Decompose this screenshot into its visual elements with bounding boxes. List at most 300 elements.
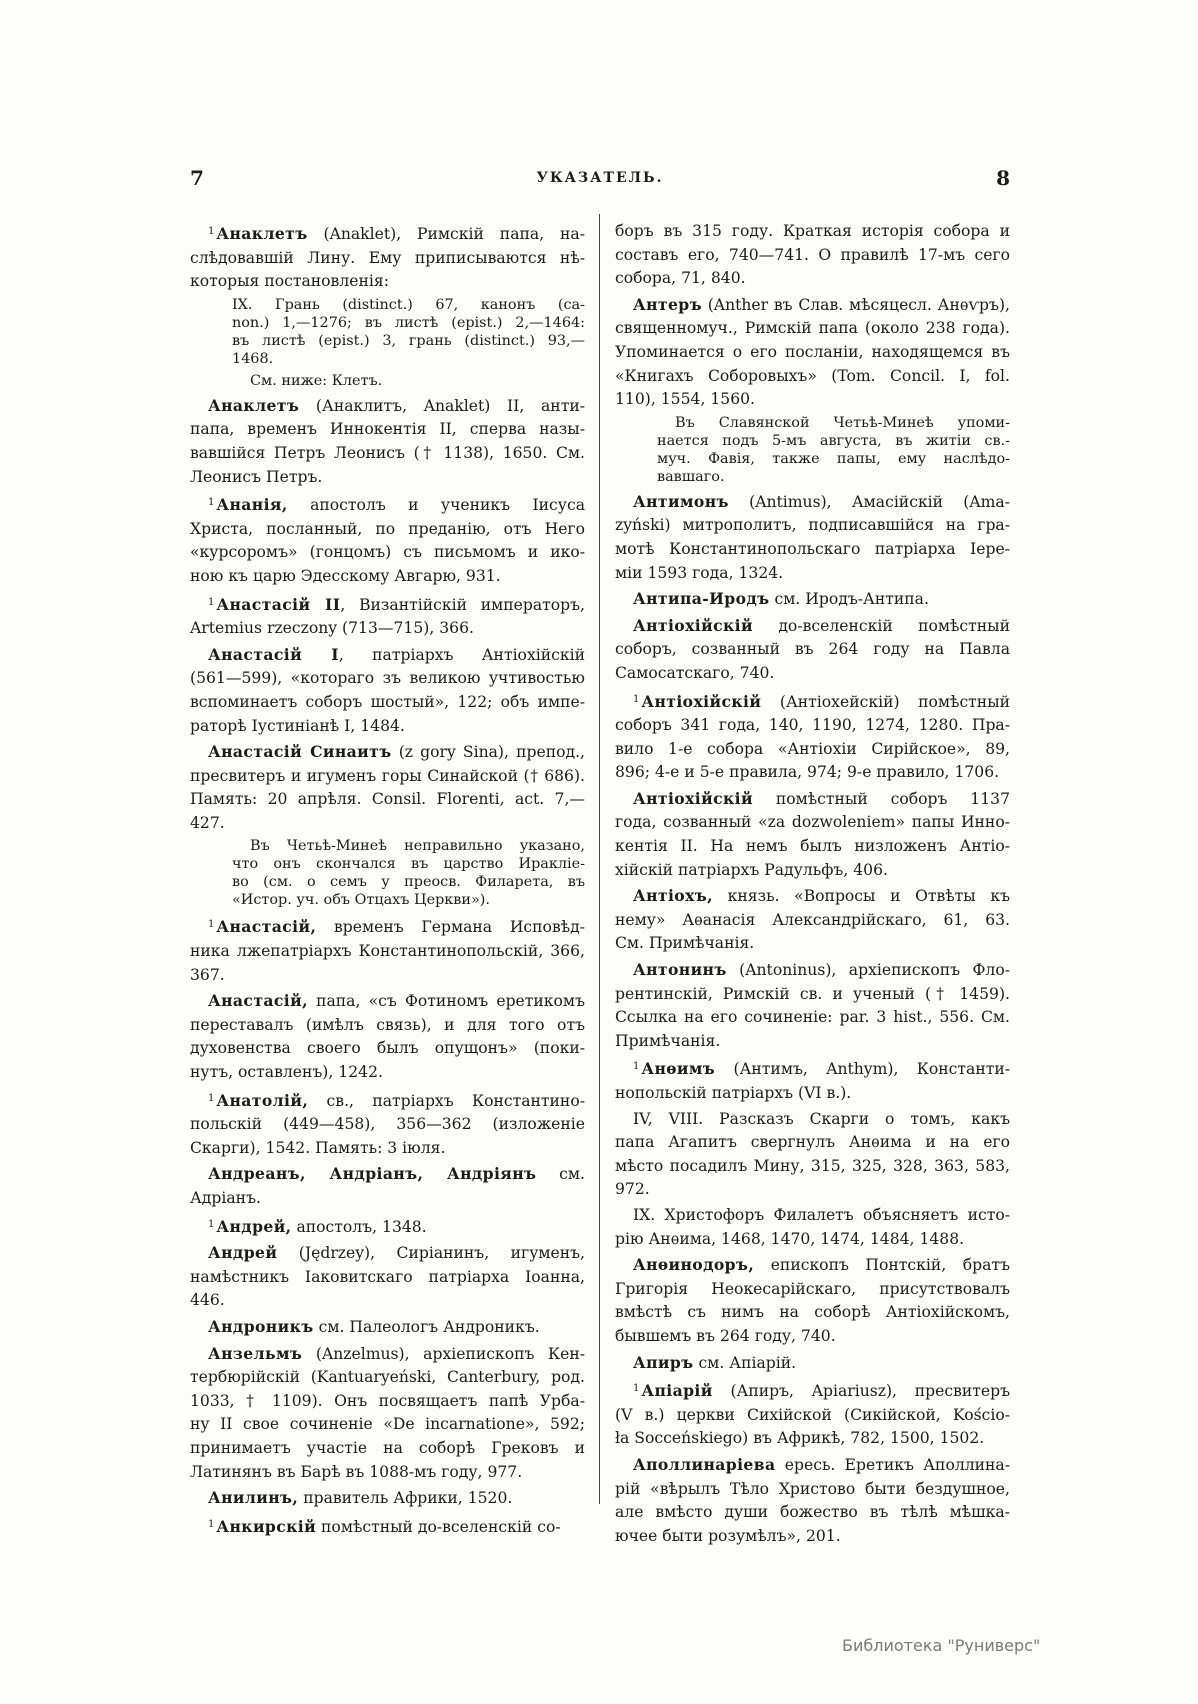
text-line bbox=[190, 989, 585, 1014]
line-text: Леонисъ Петръ. bbox=[190, 467, 323, 486]
right-column bbox=[615, 220, 1010, 1550]
text-line bbox=[615, 738, 1010, 762]
text-line bbox=[190, 715, 585, 739]
entry-text bbox=[615, 1108, 1010, 1202]
note-block bbox=[190, 296, 585, 368]
text-line bbox=[615, 983, 1010, 1007]
line-text: Ссылка на его сочиненіе: par. 3 hist., 556. См. bbox=[615, 1008, 1010, 1027]
text-line bbox=[190, 1213, 585, 1240]
text-line bbox=[190, 418, 585, 442]
headword: Антіохійскій bbox=[641, 691, 762, 711]
text-line bbox=[615, 1155, 1010, 1179]
text-line bbox=[615, 538, 1010, 562]
text-line bbox=[615, 1351, 1010, 1376]
index-entry bbox=[190, 394, 585, 489]
text-line bbox=[615, 244, 1010, 268]
text-line bbox=[615, 1228, 1010, 1252]
text-line bbox=[190, 1087, 585, 1114]
text-line bbox=[615, 1404, 1010, 1428]
line-text: помѣстный до-вселенскій со- bbox=[316, 1517, 561, 1536]
text-line bbox=[615, 932, 1010, 956]
entry-text bbox=[615, 220, 1010, 291]
line-text: муч. Фавія, также папы, ему наслѣдо- bbox=[657, 450, 1010, 467]
text-line bbox=[615, 958, 1010, 983]
line-text: Адріанъ. bbox=[190, 1189, 261, 1207]
line-text: (Апиръ, Apiariusz), пресвитеръ bbox=[712, 1382, 1010, 1401]
note-block bbox=[615, 414, 1010, 486]
line-text: ючее быти розумѣлъ», 201. bbox=[615, 1526, 841, 1545]
headword: Анастасій, bbox=[216, 917, 317, 937]
text-line bbox=[615, 859, 1010, 883]
text-line bbox=[190, 1266, 585, 1290]
text-line bbox=[615, 811, 1010, 835]
text-line bbox=[615, 1030, 1010, 1054]
text-line bbox=[190, 940, 585, 964]
text-line bbox=[615, 1278, 1010, 1302]
line-text: (Anzelmus), архіепископъ Кен- bbox=[302, 1344, 585, 1363]
text-line bbox=[190, 442, 585, 466]
headword: Анастасій I bbox=[208, 644, 339, 664]
text-line bbox=[190, 788, 585, 812]
line-text: (Anaklet), Римскій папа, на- bbox=[307, 225, 585, 243]
text-line bbox=[657, 414, 1010, 432]
line-text: Въ Четьѣ-Минеѣ неправильно указано, bbox=[250, 838, 585, 855]
line-text: (561—599), «котораго зъ великою учтивостью bbox=[190, 669, 585, 688]
text-line bbox=[190, 1137, 585, 1161]
text-line bbox=[615, 1301, 1010, 1325]
index-entry bbox=[190, 1213, 585, 1240]
line-text: нается подъ 5-мъ августа, въ житіи св.- bbox=[657, 432, 1010, 449]
index-entry bbox=[190, 1342, 585, 1485]
text-line bbox=[615, 562, 1010, 586]
index-entry bbox=[615, 1055, 1010, 1105]
index-entry bbox=[190, 1315, 585, 1340]
text-line bbox=[190, 667, 585, 691]
line-text: св., патріархъ Константино- bbox=[308, 1091, 585, 1110]
line-text: Память: 20 апрѣля. Consil. Florenti, act. 7,— bbox=[190, 790, 585, 809]
text-line bbox=[190, 964, 585, 988]
line-text: ника лжепатріархъ Константинопольскій, 366, bbox=[190, 942, 585, 961]
line-text: 972. bbox=[615, 1180, 650, 1199]
index-entry bbox=[615, 293, 1010, 412]
line-text: мотѣ Константинопольскаго патріарха Іере- bbox=[615, 539, 1010, 558]
index-entry bbox=[615, 587, 1010, 612]
text-line bbox=[615, 388, 1010, 412]
headword: Антіохійскій bbox=[633, 615, 753, 635]
text-line bbox=[190, 1342, 585, 1367]
line-text: см. Апіарій. bbox=[693, 1353, 797, 1372]
line-text: составъ его, 740—741. О правилѣ 17-мъ сего bbox=[615, 245, 1010, 264]
line-text: папа Агапитъ свергнулъ Анѳима и на его bbox=[615, 1133, 1010, 1152]
line-text: правитель Африки, 1520. bbox=[298, 1489, 513, 1508]
headword: Анастасій, bbox=[208, 991, 308, 1011]
text-line bbox=[615, 614, 1010, 639]
text-line bbox=[190, 643, 585, 668]
text-line bbox=[190, 565, 585, 589]
headword: Анѳимъ bbox=[641, 1059, 716, 1079]
line-text: zyński) митрополитъ, подписавшійся на гра- bbox=[615, 516, 1010, 535]
line-text: временъ Германа Исповѣд- bbox=[316, 918, 585, 937]
text-line bbox=[190, 1461, 585, 1485]
headword: Антіохъ, bbox=[633, 886, 713, 906]
text-line bbox=[190, 1486, 585, 1511]
line-text: Григорія Неокесарійскаго, присутствовалъ bbox=[615, 1279, 1010, 1298]
text-line bbox=[615, 835, 1010, 859]
index-entry bbox=[615, 490, 1010, 585]
headword: Апіарій bbox=[641, 1381, 713, 1401]
line-text: (V в.) церкви Сихійской (Сикійской, Kościo- bbox=[615, 1405, 1010, 1424]
text-line bbox=[190, 765, 585, 789]
text-line bbox=[190, 518, 585, 542]
headword: Андрей bbox=[208, 1243, 278, 1263]
text-line bbox=[190, 913, 585, 940]
text-line bbox=[615, 1178, 1010, 1202]
text-line bbox=[232, 891, 585, 909]
line-text: рентинскій, Римскій св. и ученый († 1459). bbox=[615, 984, 1010, 1003]
line-text: бывшемъ въ 264 году, 740. bbox=[615, 1326, 836, 1345]
line-text: папа, временъ Иннокентія II, сперва назы- bbox=[190, 420, 585, 439]
line-text: См. ниже: Клетъ. bbox=[250, 372, 383, 389]
line-text: намѣстникъ Іаковитскаго патріарха Іоанна, bbox=[190, 1267, 585, 1286]
headword: Аполлинаріева bbox=[633, 1454, 776, 1474]
text-line bbox=[615, 1108, 1010, 1132]
headword: Антонинъ bbox=[633, 960, 727, 980]
line-text: боръ въ 315 году. Краткая исторія собора и bbox=[615, 222, 1010, 240]
line-text: собора, 71, 840. bbox=[615, 269, 746, 288]
headword: Анилинъ, bbox=[208, 1488, 299, 1508]
line-text: нему» Аѳанасія Александрійскаго, 61, 63. bbox=[615, 910, 1010, 929]
line-text: слѣдовавшій Лину. Ему приписываются нѣ- bbox=[190, 248, 585, 267]
line-text: см. Палеологъ Андроникъ. bbox=[313, 1317, 540, 1336]
text-line bbox=[190, 466, 585, 490]
text-line bbox=[615, 1006, 1010, 1030]
line-text: 1468. bbox=[232, 350, 274, 367]
text-line bbox=[190, 394, 585, 419]
index-entry bbox=[190, 491, 585, 588]
text-line bbox=[190, 1437, 585, 1461]
text-line bbox=[615, 688, 1010, 715]
headword: Андреанъ, Андріанъ, Андріянъ bbox=[208, 1164, 537, 1184]
line-text: переставалъ (имѣлъ связь), и для того отъ bbox=[190, 1015, 585, 1034]
line-text: нутъ, оставленъ), 1242. bbox=[190, 1063, 383, 1082]
text-line bbox=[190, 1390, 585, 1414]
line-text: тербюрійскій (Kantuaryeński, Canterbury, род. bbox=[190, 1368, 585, 1387]
line-text: IX. Христофоръ Филалетъ объясняетъ исто- bbox=[633, 1205, 1010, 1224]
text-line bbox=[190, 541, 585, 565]
index-entry bbox=[190, 1486, 585, 1511]
text-line bbox=[190, 740, 585, 765]
footnote-marker: 1 bbox=[208, 596, 215, 608]
text-line bbox=[615, 365, 1010, 389]
index-entry bbox=[615, 1253, 1010, 1348]
text-line bbox=[615, 761, 1010, 785]
line-text: польскій (449—458), 356—362 (изложеніе bbox=[190, 1115, 585, 1134]
text-line bbox=[190, 1513, 585, 1540]
text-line bbox=[190, 1315, 585, 1340]
line-text: вавшаго. bbox=[657, 468, 725, 485]
headword: Анастасій Синаитъ bbox=[208, 742, 392, 762]
index-entry bbox=[190, 989, 585, 1084]
line-text: см. bbox=[536, 1165, 585, 1184]
line-text: ła Socceńskiego) въ Африкѣ, 782, 1500, 1502. bbox=[615, 1429, 985, 1448]
text-line bbox=[190, 691, 585, 715]
line-text: Примѣчанія. bbox=[615, 1031, 721, 1050]
index-entry bbox=[615, 1453, 1010, 1548]
line-text: ною къ царю Эдесскому Авгарю, 931. bbox=[190, 566, 501, 585]
index-entry bbox=[190, 643, 585, 738]
line-text: ересь. Еретикъ Аполлина- bbox=[775, 1455, 1010, 1474]
text-line bbox=[190, 812, 585, 836]
line-text: IV, VIII. Разсказъ Скарги о томъ, какъ bbox=[633, 1109, 1010, 1128]
line-text: кентія II. На немъ былъ низложенъ Антіо- bbox=[615, 837, 1010, 856]
headword: Анаклетъ bbox=[216, 224, 308, 243]
note-block bbox=[190, 837, 585, 909]
index-entry bbox=[615, 1351, 1010, 1376]
line-text: священномуч., Римскій папа (около 238 года). bbox=[615, 319, 1010, 338]
line-text: 367. bbox=[190, 965, 225, 984]
line-text: пресвитеръ и игуменъ горы Синайской († 686). bbox=[190, 766, 585, 785]
line-text: вмѣстѣ съ нимъ на соборѣ Антіохійскомъ, bbox=[615, 1303, 1010, 1322]
text-line bbox=[615, 490, 1010, 515]
line-text: Въ Славянской Четьѣ-Минеѣ упоми- bbox=[675, 414, 1010, 431]
index-entry bbox=[190, 220, 585, 294]
line-text: рію Анѳима, 1468, 1470, 1474, 1484, 1488. bbox=[615, 1229, 965, 1248]
text-line bbox=[615, 1427, 1010, 1451]
text-line bbox=[190, 1366, 585, 1390]
text-line bbox=[190, 1187, 585, 1211]
headword: Анзельмъ bbox=[208, 1343, 303, 1363]
headword: Анаклетъ bbox=[208, 395, 300, 415]
text-line bbox=[190, 1014, 585, 1038]
text-line bbox=[615, 1204, 1010, 1228]
index-entry bbox=[190, 1241, 585, 1313]
text-line bbox=[190, 1241, 585, 1266]
line-text: (Антіохейскій) помѣстный bbox=[761, 692, 1010, 711]
headword: Антипа-Иродъ bbox=[633, 589, 770, 609]
line-text: (z gory Sina), препод., bbox=[391, 743, 585, 762]
index-entry bbox=[615, 787, 1010, 882]
text-line bbox=[190, 220, 585, 247]
footnote-marker: 1 bbox=[208, 1218, 215, 1230]
line-text: 427. bbox=[190, 813, 225, 832]
line-text: до-вселенскій помѣстный bbox=[752, 616, 1010, 635]
text-line bbox=[615, 884, 1010, 909]
text-line bbox=[615, 1525, 1010, 1549]
text-line bbox=[615, 1325, 1010, 1349]
index-entry bbox=[615, 884, 1010, 956]
line-text: , Византійскій императоръ, bbox=[340, 595, 585, 614]
text-line bbox=[615, 267, 1010, 291]
line-text: въ листѣ (epist.) 3, грань (distinct.) 93,— bbox=[232, 332, 585, 349]
line-text: 446. bbox=[190, 1291, 225, 1310]
text-line bbox=[232, 855, 585, 873]
line-text: вило 1-е собора «Антіохіи Сирійское», 89, bbox=[615, 739, 1010, 758]
footnote-marker: 1 bbox=[208, 1518, 215, 1530]
line-text: Artemius rzeczony (713—715), 366. bbox=[190, 619, 474, 638]
page-number-left: 7 bbox=[190, 166, 204, 190]
line-text: принимаетъ участіе на соборѣ Грековъ и bbox=[190, 1438, 585, 1457]
line-text: IX. Грань (distinct.) 67, канонъ (ca- bbox=[232, 296, 585, 313]
line-text: але вмѣсто души божество въ тѣлѣ мѣшка- bbox=[615, 1503, 1010, 1522]
index-entry bbox=[615, 1377, 1010, 1451]
index-entry bbox=[190, 1087, 585, 1161]
line-text: что онъ скончался въ царство Ираклie- bbox=[232, 856, 585, 873]
line-text: соборъ, созванный въ 264 году на Павла bbox=[615, 640, 1010, 659]
text-line bbox=[615, 714, 1010, 738]
entry-text bbox=[615, 1204, 1010, 1251]
text-line bbox=[615, 1501, 1010, 1525]
line-text: духовенства своего былъ опущонъ» (поки- bbox=[190, 1039, 585, 1058]
text-line bbox=[190, 1061, 585, 1085]
text-line bbox=[615, 341, 1010, 365]
headword: Антимонъ bbox=[633, 491, 729, 511]
index-entry bbox=[615, 614, 1010, 686]
running-title: УКАЗАТЕЛЬ. bbox=[536, 170, 664, 186]
line-text: князь. «Вопросы и Отвѣты къ bbox=[713, 887, 1010, 906]
left-column bbox=[190, 220, 585, 1541]
line-text: , патріархъ Антіохійскій bbox=[338, 645, 585, 664]
text-line bbox=[615, 787, 1010, 812]
line-text: хійскій патріархъ Радульфъ, 406. bbox=[615, 860, 888, 879]
index-entry bbox=[615, 688, 1010, 785]
page-header bbox=[190, 166, 1010, 196]
text-line bbox=[232, 332, 585, 350]
line-text: non.) 1,—1276; въ листѣ (epist.) 2,—1464: bbox=[232, 314, 585, 331]
line-text: раторѣ Іустиніанѣ I, 1484. bbox=[190, 716, 405, 735]
headword: Анатолій, bbox=[216, 1090, 309, 1110]
line-text: ну II свое сочиненіе «De incarnatione», 592; bbox=[190, 1415, 585, 1434]
headword: Анастасій II bbox=[216, 594, 341, 614]
text-line bbox=[615, 638, 1010, 662]
footnote-marker: 1 bbox=[208, 919, 215, 931]
line-text: апостолъ и ученикъ Іисуса bbox=[287, 496, 585, 515]
line-text: мѣсто посадилъ Мину, 315, 325, 328, 363, 583, bbox=[615, 1156, 1010, 1175]
text-line bbox=[615, 1055, 1010, 1082]
index-entry bbox=[190, 913, 585, 987]
text-line bbox=[232, 314, 585, 332]
index-entry bbox=[190, 1162, 585, 1210]
text-line bbox=[615, 514, 1010, 538]
text-line bbox=[615, 1453, 1010, 1478]
line-text: «Истор. уч. объ Отцахъ Церкви»). bbox=[232, 892, 490, 909]
text-line bbox=[190, 1413, 585, 1437]
line-text: см. Иродъ-Антипа. bbox=[769, 590, 929, 609]
line-text: вавшійся Петръ Леонисъ († 1138), 1650. См. bbox=[190, 443, 585, 462]
line-text: Латинянъ въ Барѣ въ 1088-мъ году, 977. bbox=[190, 1462, 523, 1481]
text-line bbox=[615, 1082, 1010, 1106]
text-line bbox=[190, 1289, 585, 1313]
line-text: міи 1593 года, 1324. bbox=[615, 563, 784, 582]
text-line bbox=[657, 432, 1010, 450]
footnote-marker: 1 bbox=[208, 497, 215, 509]
headword: Анкирскій bbox=[216, 1516, 317, 1536]
line-text: нопольскій патріархъ (VI в.). bbox=[615, 1084, 852, 1102]
line-text: 110), 1554, 1560. bbox=[615, 390, 756, 409]
line-text: Христа, посланный, по преданію, отъ Него bbox=[190, 519, 585, 538]
line-text: (Antimus), Амасійскій (Ama- bbox=[728, 492, 1010, 511]
text-line bbox=[190, 1113, 585, 1137]
footnote-marker: 1 bbox=[633, 1061, 640, 1073]
text-line bbox=[615, 587, 1010, 612]
headword: Андрей, bbox=[216, 1216, 292, 1236]
footnote-marker: 1 bbox=[208, 226, 215, 237]
text-line bbox=[232, 372, 585, 390]
note-block bbox=[190, 372, 585, 390]
footnote-marker: 1 bbox=[208, 1092, 215, 1104]
headword: Антеръ bbox=[633, 294, 702, 314]
index-entry bbox=[190, 591, 585, 641]
line-text: вспоминаетъ соборъ шостый», 122; объ импе- bbox=[190, 692, 585, 711]
text-line bbox=[615, 293, 1010, 318]
text-line bbox=[232, 837, 585, 855]
line-text: епископъ Понтскій, братъ bbox=[754, 1256, 1010, 1275]
column-divider bbox=[599, 214, 600, 1504]
headword: Анѳинодоръ, bbox=[633, 1255, 755, 1275]
line-text: Скарги), 1542. Память: 3 іюля. bbox=[190, 1138, 446, 1157]
line-text: папа, «съ Фотиномъ еретикомъ bbox=[307, 992, 585, 1011]
text-line bbox=[615, 1478, 1010, 1502]
text-line bbox=[615, 1377, 1010, 1404]
text-line bbox=[615, 317, 1010, 341]
line-text: «курсоромъ» (гонцомъ) съ письмомъ и ико- bbox=[190, 543, 585, 562]
text-line bbox=[615, 1253, 1010, 1278]
text-line bbox=[190, 270, 585, 294]
text-line bbox=[615, 1131, 1010, 1155]
line-text: года, созванный «za dozwoleniem» папы Инно- bbox=[615, 813, 1010, 832]
line-text: Упоминается о его посланіи, находящемся въ bbox=[615, 342, 1010, 361]
line-text: 896; 4-е и 5-е правила, 974; 9-е правило, 1706. bbox=[615, 763, 1000, 782]
page-number-right: 8 bbox=[996, 166, 1010, 190]
text-line bbox=[190, 591, 585, 618]
line-text: (Anther въ Слав. мѣсяцесл. Анѳѵръ), bbox=[701, 295, 1010, 314]
text-line bbox=[190, 617, 585, 641]
index-entry bbox=[615, 958, 1010, 1053]
text-line bbox=[190, 1037, 585, 1061]
line-text: во (см. о семъ у преосв. Филарета, въ bbox=[232, 874, 585, 891]
headword: Андроникъ bbox=[208, 1316, 314, 1336]
line-text: апостолъ, 1348. bbox=[291, 1217, 427, 1236]
line-text: «Книгахъ Соборовыхъ» (Tom. Concil. I, fol. bbox=[615, 366, 1010, 385]
text-line bbox=[657, 468, 1010, 486]
text-line bbox=[190, 491, 585, 518]
footnote-marker: 1 bbox=[633, 1383, 640, 1395]
index-entry bbox=[190, 740, 585, 835]
headword: Антіохійскій bbox=[633, 788, 753, 808]
headword: Ананія, bbox=[216, 495, 288, 515]
line-text: Самосатскаго, 740. bbox=[615, 663, 775, 682]
line-text: (Анаклитъ, Anaklet) II, анти- bbox=[299, 396, 585, 415]
line-text: См. Примѣчанія. bbox=[615, 934, 755, 953]
line-text: (Jędrzey), Сиріанинъ, игуменъ, bbox=[277, 1244, 585, 1263]
text-line bbox=[190, 247, 585, 271]
line-text: (Антимъ, Anthym), Константи- bbox=[715, 1060, 1010, 1079]
line-text: 1033, † 1109). Онъ посвящаетъ папѣ Урба- bbox=[190, 1391, 585, 1410]
line-text: соборъ 341 года, 140, 1190, 1274, 1280. Пра- bbox=[615, 716, 1010, 735]
line-text: (Antoninus), архіепископъ Фло- bbox=[726, 961, 1010, 980]
text-line bbox=[232, 350, 585, 368]
text-line bbox=[232, 296, 585, 314]
text-line bbox=[615, 909, 1010, 933]
library-watermark: Библиотека "Руниверс" bbox=[842, 1636, 1041, 1655]
text-line bbox=[232, 873, 585, 891]
line-text: рій «вѣрылъ Тѣло Христово быти бездушное, bbox=[615, 1479, 1010, 1498]
footnote-marker: 1 bbox=[633, 693, 640, 705]
text-line bbox=[615, 662, 1010, 686]
index-entry bbox=[190, 1513, 585, 1540]
line-text: которыя постановленія: bbox=[190, 272, 389, 291]
text-line bbox=[657, 450, 1010, 468]
line-text: помѣстный соборъ 1137 bbox=[752, 789, 1010, 808]
